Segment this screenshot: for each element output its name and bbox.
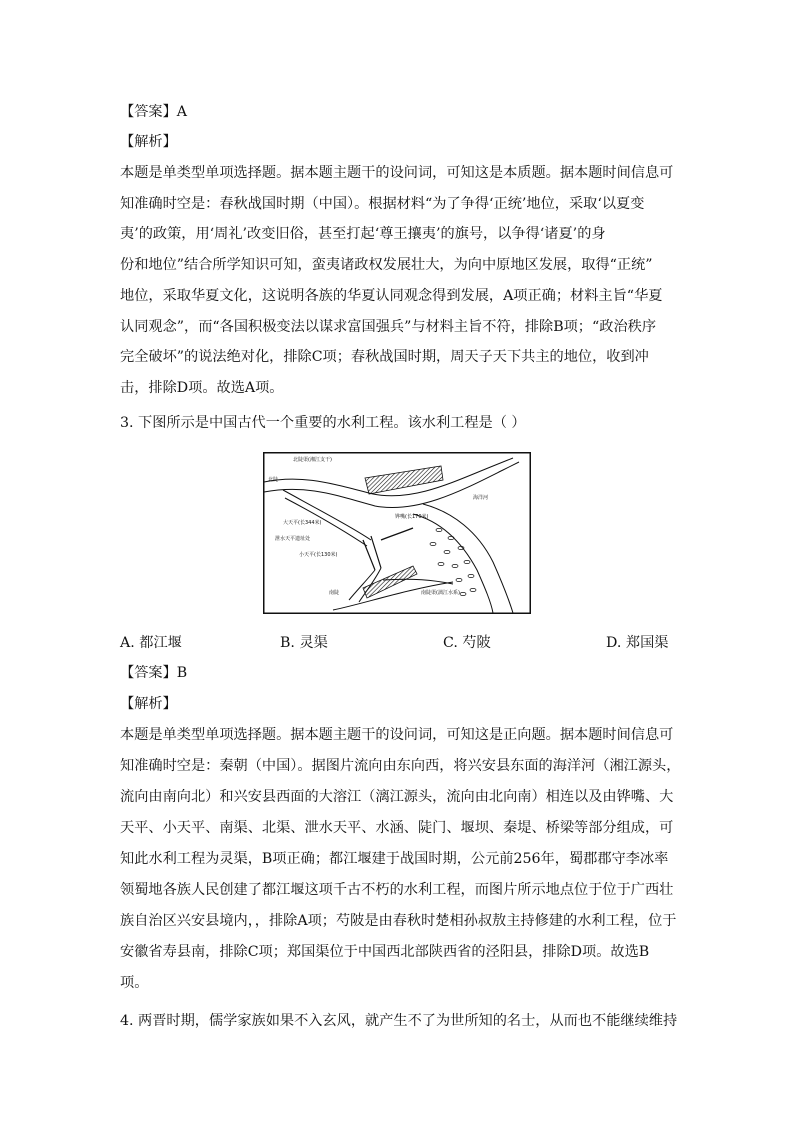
q3-analysis-line: 知准确时空是：秦朝（中国）。据图片流向由东向西，将兴安县东面的海洋河（湘江源头， [120, 758, 681, 774]
map-label-huazui: 铧嘴(长170米) [395, 514, 429, 520]
map-label-nandou: 南陡 [329, 590, 340, 596]
q3-analysis-line: 族自治区兴安县境内，，排除A项；芍陂是由春秋时楚相孙叔敖主持修建的水利工程，位于 [120, 913, 677, 929]
q3-answer: 【答案】B [120, 665, 188, 681]
q2-analysis-line: 击，排除D项。故选A项。 [120, 380, 284, 396]
q3-analysis-heading: 【解析】 [120, 696, 177, 712]
map-label-north-canal: 北陡渠(湘江支干) [293, 457, 332, 463]
map-label-south-canal: 南陡渠(漓江水系) [421, 590, 460, 596]
q2-analysis-line: 完全破坏”的说法绝对化，排除C项；春秋战国时期，周天子天下共主的地位，收到冲 [120, 349, 649, 365]
q3-options [120, 632, 680, 652]
q2-answer: 【答案】A [120, 104, 187, 120]
map-label-xiaotianping: 小天平(长130米) [299, 552, 338, 558]
lingqu-map [263, 452, 531, 614]
q3-analysis-line: 知此水利工程为灵渠，B项正确；都江堰建于战国时期，公元前256年，蜀郡郡守李冰率 [120, 851, 669, 867]
q2-analysis-line: 认同观念”，而“各国积极变法以谋求富国强兵”与材料主旨不符，排除B项；“政治秩序 [120, 319, 657, 335]
map-label-beidou: 北陡 [268, 477, 279, 483]
option-c: C. 芍陂 [443, 635, 491, 651]
option-d: D. 郑国渠 [606, 635, 669, 651]
q2-analysis-line: 本题是单类型单项选择题。据本题主题干的设问词，可知这是本质题。据本题时间信息可 [120, 165, 674, 181]
q2-analysis-line: 夷’的政策，用‘周礼’改变旧俗，甚至打起‘尊王攘夷’的旗号，以争得‘诸夏’的身 [120, 226, 606, 242]
q3-analysis-line: 领蜀地各族人民创建了都江堰这项千古不朽的水利工程，而图片所示地点位于位于广西壮 [120, 882, 674, 898]
map-label-datianping: 大天平(长344米) [283, 520, 322, 526]
q2-analysis-line: 知准确时空是：春秋战国时期（中国）。根据材料“为了争得‘正统’地位，采取‘以夏变 [120, 196, 645, 212]
q2-analysis-heading: 【解析】 [120, 134, 177, 150]
map-label-haiyang: 海洋河 [473, 495, 489, 501]
map-label-xieshui: 泄水天平遗址处 [275, 536, 311, 542]
q3-stem: 3. 下图所示是中国古代一个重要的水利工程。该水利工程是（ ） [120, 415, 526, 431]
q3-analysis-line: 安徽省寿县南，排除C项；郑国渠位于中国西北部陕西省的泾阳县，排除D项。故选B [120, 944, 650, 960]
q3-analysis-line: 流向由南向北）和兴安县西面的大溶江（漓江源头，流向由北向南）相连以及由铧嘴、大 [120, 789, 674, 805]
q4-stem: 4. 两晋时期，儒学家族如果不入玄风，就产生不了为世所知的名士，从而也不能继续维持 [120, 1013, 678, 1029]
q3-analysis-line: 项。 [120, 975, 149, 991]
q3-analysis-line: 本题是单类型单项选择题。据本题主题干的设问词，可知这是正向题。据本题时间信息可 [120, 727, 674, 743]
q3-analysis-line: 天平、小天平、南渠、北渠、泄水天平、水涵、陡门、堰坝、秦堤、桥梁等部分组成，可 [120, 820, 674, 836]
option-a: A. 都江堰 [120, 635, 182, 651]
q2-analysis-line: 份和地位”结合所学知识可知，蛮夷诸政权发展壮大，为向中原地区发展，取得“正统” [120, 257, 653, 273]
option-b: B. 灵渠 [280, 635, 328, 651]
q2-analysis-line: 地位，采取华夏文化，这说明各族的华夏认同观念得到发展，A项正确；材料主旨“华夏 [120, 288, 663, 304]
